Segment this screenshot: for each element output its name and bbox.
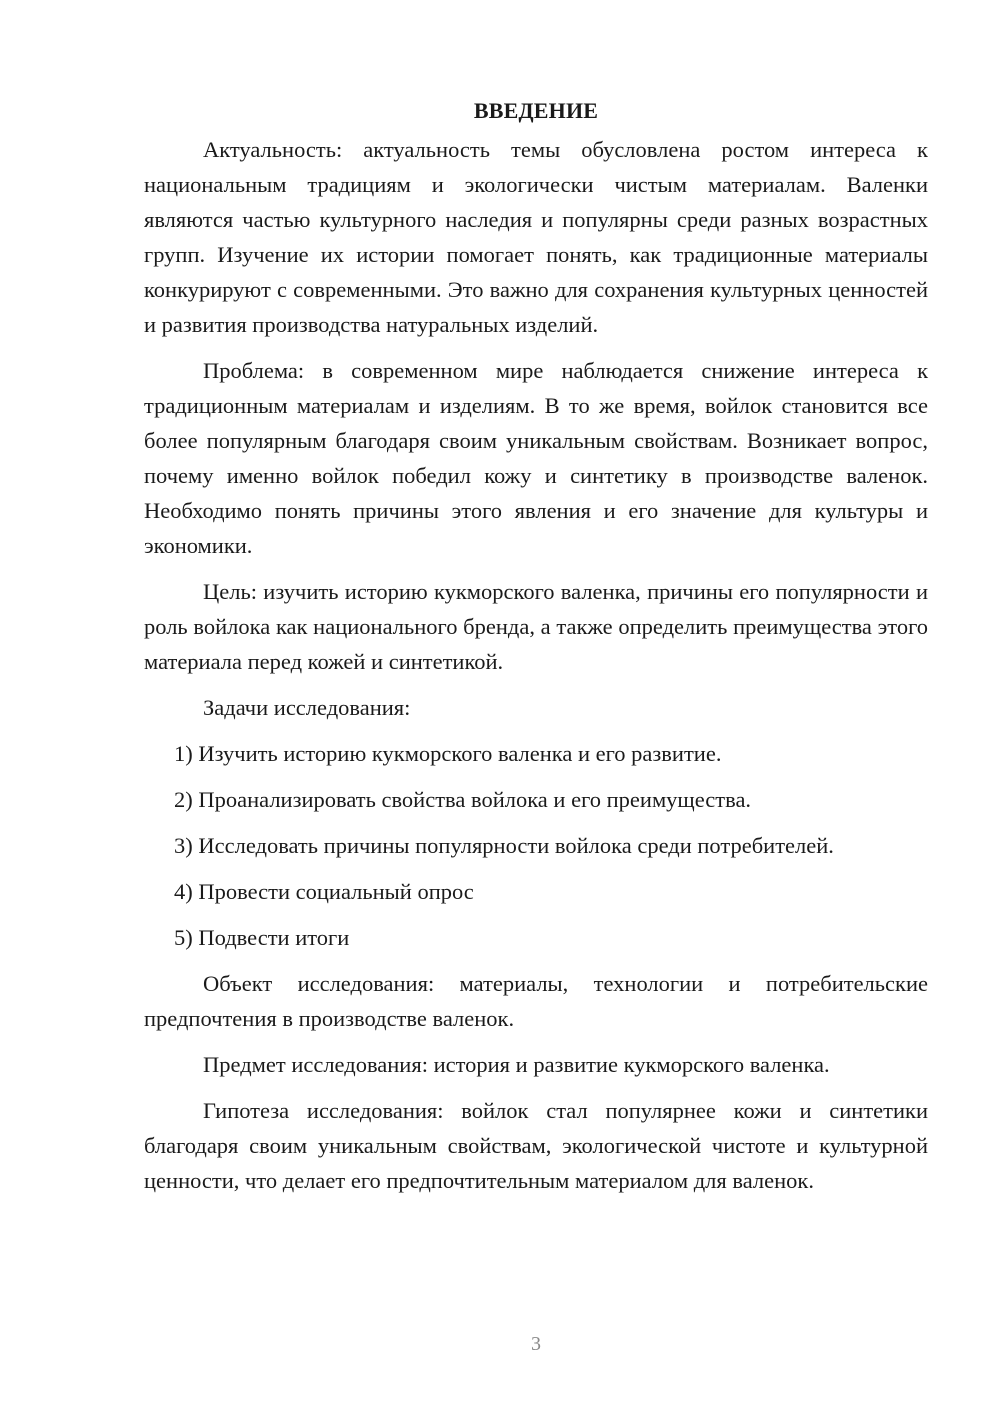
object-paragraph: Объект исследования: материалы, технологии и потребительские предпочтения в производстве валенок. — [144, 971, 928, 1031]
subject-paragraph: Предмет исследования: история и развитие кукморского валенка. — [203, 1052, 830, 1077]
task-item: 3) Исследовать причины популярности войлока среди потребителей. — [174, 833, 834, 858]
problem-paragraph: Проблема: в современном мире наблюдается снижение интереса к традиционным материалам и изделиям. В то же время, войлок становится все более популярным благодаря своим уникальным свойствам. Возникает вопрос, почему именно войлок победил кожу и синтетику в производстве валенок. Необходимо понять причины этого явления и его значение для культуры и экономики. — [144, 358, 928, 558]
document-page — [144, 96, 928, 1209]
task-item: 2) Проанализировать свойства войлока и его преимущества. — [174, 787, 752, 812]
page-number: 3 — [531, 1333, 541, 1355]
tasks-heading: Задачи исследования: — [203, 695, 411, 720]
task-item: 1) Изучить историю кукморского валенка и его развитие. — [174, 741, 722, 766]
section-title: ВВЕДЕНИЕ — [473, 98, 599, 123]
task-item: 4) Провести социальный опрос — [174, 879, 474, 904]
goal-paragraph: Цель: изучить историю кукморского валенка, причины его популярности и роль войлока как национального бренда, а также определить преимущества этого материала перед кожей и синтетикой. — [144, 579, 928, 674]
hypothesis-paragraph: Гипотеза исследования: войлок стал популярнее кожи и синтетики благодаря своим уникальным свойствам, экологической чистоте и культурной ценности, что делает его предпочтительным материалом для валенок. — [144, 1098, 928, 1193]
relevance-paragraph: Актуальность: актуальность темы обусловлена ростом интереса к национальным традициям и экологически чистым материалам. Валенки являются частью культурного наследия и популярны среди разных возрастных групп. Изучение их истории помогает понять, как традиционные материалы конкурируют с современными. Это важно для сохранения культурных ценностей и развития производства натуральных изделий. — [144, 137, 928, 337]
task-item: 5) Подвести итоги — [174, 925, 350, 950]
